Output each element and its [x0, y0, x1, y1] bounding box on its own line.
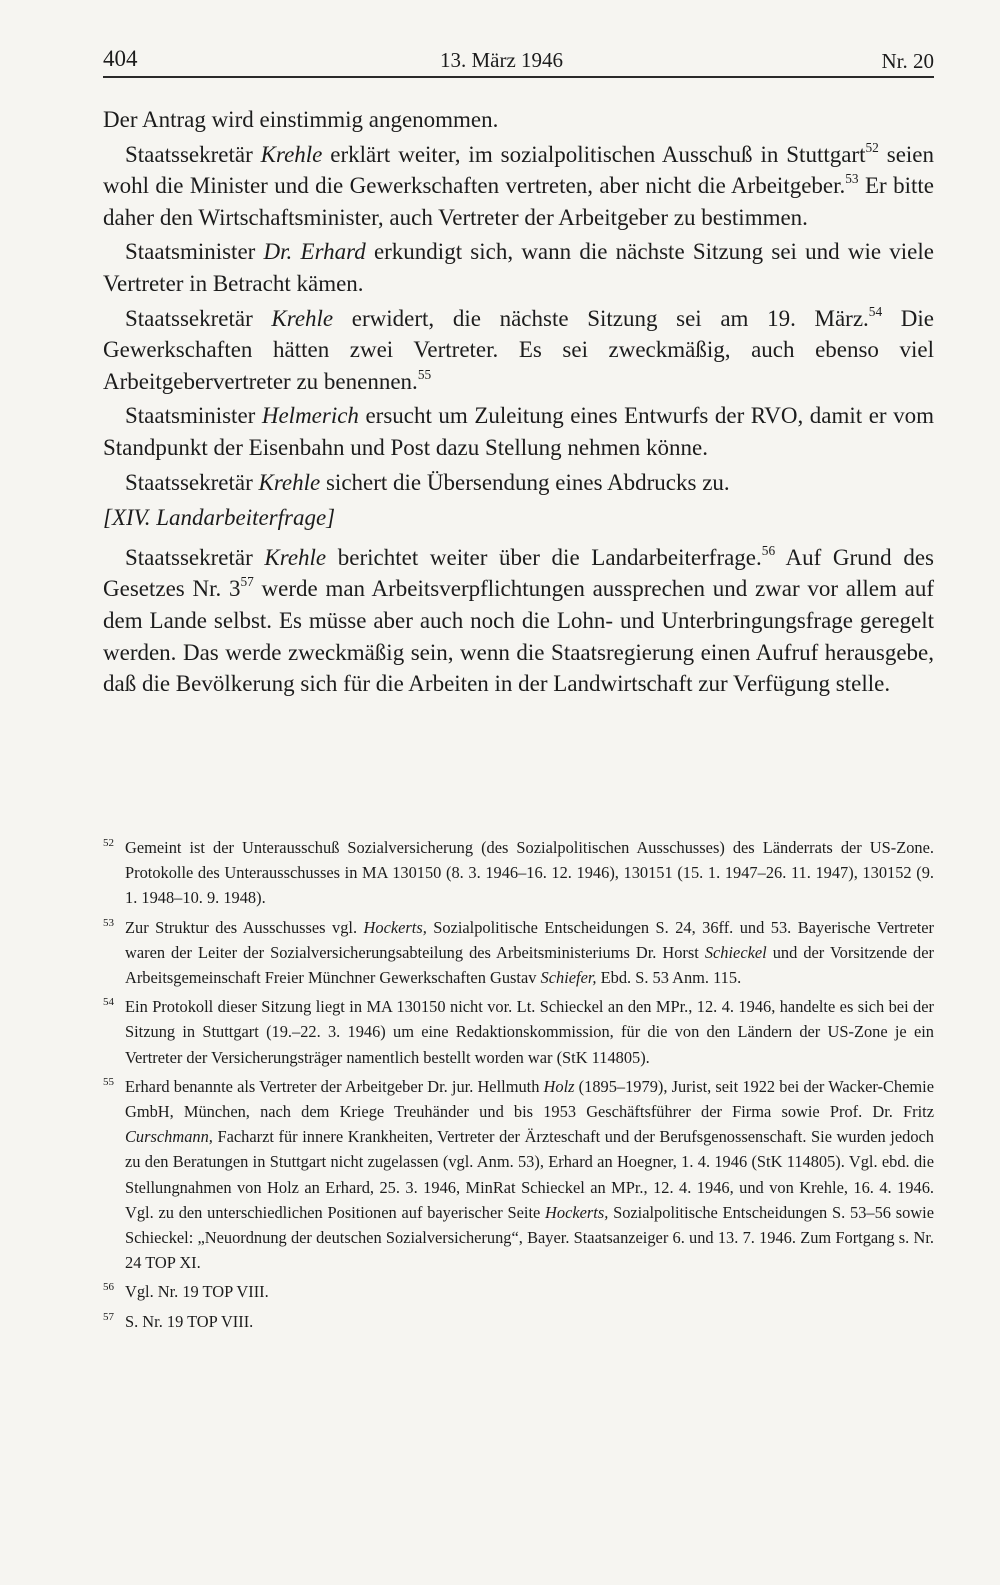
speaker-name: Krehle: [260, 141, 323, 167]
footnote-ref[interactable]: 54: [868, 303, 883, 319]
text-run: erklärt weiter, im sozialpolitischen Ausschuß in Stuttgart: [322, 141, 866, 167]
footnote-53: [103, 915, 934, 991]
text-run: Staatssekretär: [125, 469, 259, 495]
footnote-number: 52: [103, 837, 114, 849]
text-run: erwidert, die nächste Sitzung sei am 19. März.: [333, 305, 869, 331]
text-run: Staatsminister: [125, 239, 264, 265]
footnote-text: Vgl. Nr. 19 TOP VIII.: [125, 1282, 269, 1302]
text-run: Erhard benannte als Vertreter der Arbeitgeber Dr. jur. Hellmuth: [125, 1076, 544, 1096]
footnote-52: [103, 835, 934, 911]
footnote-ref[interactable]: 56: [761, 542, 776, 558]
page-number: 404: [103, 46, 138, 71]
text-run: Facharzt für innere Krankheiten, Vertreter der Ärzteschaft und der Berufsgenossenschaft. Sie wurden jedoch zu den Beratungen in Stuttgart nicht zugelassen (vgl. Anm. 53), Erhard an Hoegner, 1. 4. 1946 (StK 114805). Vgl. ebd. die Stellungnahmen von Holz an Erhard, 25. 3. 1946, MinRat Schieckel an MPr., 12. 4. 1946, und von Krehle, 16. 4. 1946. Vgl. zu den unterschiedlichen Positionen auf bayerischer Seite: [125, 1127, 934, 1222]
speaker-name: Krehle: [258, 469, 321, 495]
issue-number: Nr. 20: [881, 49, 934, 73]
author-name: Hockerts,: [363, 917, 427, 937]
footnote-55: [103, 1074, 934, 1276]
paragraph-text: Der Antrag wird einstimmig angenommen.: [103, 107, 499, 132]
paragraph-3: [103, 236, 934, 299]
text-run: (1895–1979), Jurist, seit 1922 bei der Wacker-Chemie GmbH, München, nach dem Kriege Treuhänder und bis 1953 Geschäftsführer der Firma sowie Prof. Dr. Fritz: [125, 1076, 934, 1122]
text-run: erkundigt sich, wann die nächste Sitzung sei und wie viele Vertreter in Betracht kämen.: [103, 239, 934, 296]
speaker-name: Krehle: [271, 305, 334, 331]
footnote-57: [103, 1309, 934, 1334]
footnote-ref[interactable]: 55: [417, 366, 432, 382]
person-name: Schiefer,: [540, 968, 597, 988]
text-run: und der Vorsitzende der Arbeitsgemeinschaft Freier Münchner Gewerkschaften Gustav: [125, 942, 934, 988]
text-run: Staatssekretär: [125, 544, 265, 570]
section-heading: [103, 502, 934, 534]
person-name: Holz: [543, 1076, 575, 1096]
paragraph-5: [103, 400, 934, 463]
person-name: Schieckel: [704, 942, 767, 962]
footnote-ref[interactable]: 57: [240, 574, 254, 590]
text-run: ersucht um Zuleitung eines Entwurfs der RVO, damit er vom Standpunkt der Eisenbahn und Post dazu Stellung nehmen könne.: [103, 403, 934, 460]
footnotes: [103, 835, 934, 1338]
section-heading-text: [XIV. Landarbeiterfrage]: [103, 505, 336, 531]
paragraph-1: [103, 104, 934, 136]
text-run: Sozialpolitische Entscheidungen S. 24, 36ff. und 53. Bayerische Vertreter waren der Leiter der Sozialversicherungsabteilung des Arbeitsministeriums Dr. Horst: [125, 917, 935, 962]
paragraph-6: [103, 467, 934, 499]
footnote-56: [103, 1279, 934, 1304]
person-name: Curschmann,: [125, 1127, 213, 1147]
text-run: werde man Arbeitsverpflichtungen aussprechen und zwar vor allem auf dem Lande selbst. Es müsse aber auch noch die Lohn- und Unterbringungsfrage geregelt werden. Das werde zweckmäßig sein, wenn die Staatsregierung einen Aufruf herausgebe, daß die Bevölkerung sich für die Arbeiten in der Landwirtschaft zur Verfügung stelle.: [103, 576, 934, 697]
text-run: seien wohl die Minister und die Gewerkschaften vertreten, aber nicht die Arbeitgeber.: [103, 141, 934, 199]
header-date: 13. März 1946: [440, 48, 564, 72]
text-run: Ebd. S. 53 Anm. 115.: [596, 968, 742, 988]
speaker-name: Dr. Erhard: [263, 239, 366, 265]
speaker-name: Helmerich: [261, 403, 359, 429]
text-run: Staatssekretär: [125, 305, 272, 331]
header-rule: [103, 76, 934, 78]
text-run: Staatsminister: [125, 403, 262, 429]
author-name: Hockerts,: [545, 1202, 609, 1222]
paragraph-2: [103, 139, 934, 234]
footnote-text: Ein Protokoll dieser Sitzung liegt in MA 130150 nicht vor. Lt. Schieckel an den MPr., 12. 4. 1946, handelte es sich bei der Sitzung in Stuttgart (19.–22. 3. 1946) um eine Redaktionskommission, für die von den Ländern der US-Zone je ein Vertreter der Versicherungsträger namentlich bestellt worden war (StK 114805).: [125, 997, 934, 1067]
text-run: Er bitte daher den Wirtschaftsminister, auch Vertreter der Arbeitgeber zu bestimmen.: [103, 173, 934, 230]
paragraph-4: [103, 303, 934, 398]
footnote-text: S. Nr. 19 TOP VIII.: [125, 1311, 254, 1331]
running-header: [103, 42, 934, 76]
text-run: Die Gewerkschaften hätten zwei Vertreter. Es sei zweckmäßig, auch ebenso viel Arbeitgebervertreter zu benennen.: [103, 305, 934, 394]
footnote-number: 53: [103, 916, 114, 929]
speaker-name: Krehle: [264, 544, 327, 570]
footnote-number: 56: [103, 1281, 114, 1294]
footnote-54: [103, 994, 934, 1070]
footnote-text: Gemeint ist der Unterausschuß Sozialversicherung (des Sozialpolitischen Ausschusses) des Länderrats der US-Zone. Protokolle des Unterausschusses in MA 130150 (8. 3. 1946–16. 12. 1946), 130151 (15. 1. 1947–26. 11. 1947), 130152 (9. 1. 1948–10. 9. 1948).: [125, 838, 934, 908]
text-run: Zur Struktur des Ausschusses vgl.: [125, 917, 364, 937]
footnote-ref[interactable]: 52: [865, 139, 879, 155]
paragraph-7: [103, 542, 934, 700]
text-run: Sozialpolitische Entscheidungen S. 53–56 sowie Schieckel: „Neuordnung der deutschen Sozialversicherung“, Bayer. Staatsanzeiger 6. und 13. 7. 1946. Zum Fortgang s. Nr. 24 TOP XI.: [125, 1202, 934, 1273]
text-run: berichtet weiter über die Landarbeiterfrage.: [326, 544, 762, 570]
text-run: Auf Grund des Gesetzes Nr. 3: [103, 544, 935, 602]
text-run: Staatssekretär: [125, 141, 261, 167]
footnote-number: 57: [103, 1310, 114, 1323]
footnote-ref[interactable]: 53: [845, 171, 859, 187]
main-text: [103, 104, 934, 703]
footnote-number: 54: [103, 996, 114, 1009]
text-run: sichert die Übersendung eines Abdrucks zu.: [320, 469, 730, 495]
footnote-number: 55: [103, 1075, 114, 1088]
